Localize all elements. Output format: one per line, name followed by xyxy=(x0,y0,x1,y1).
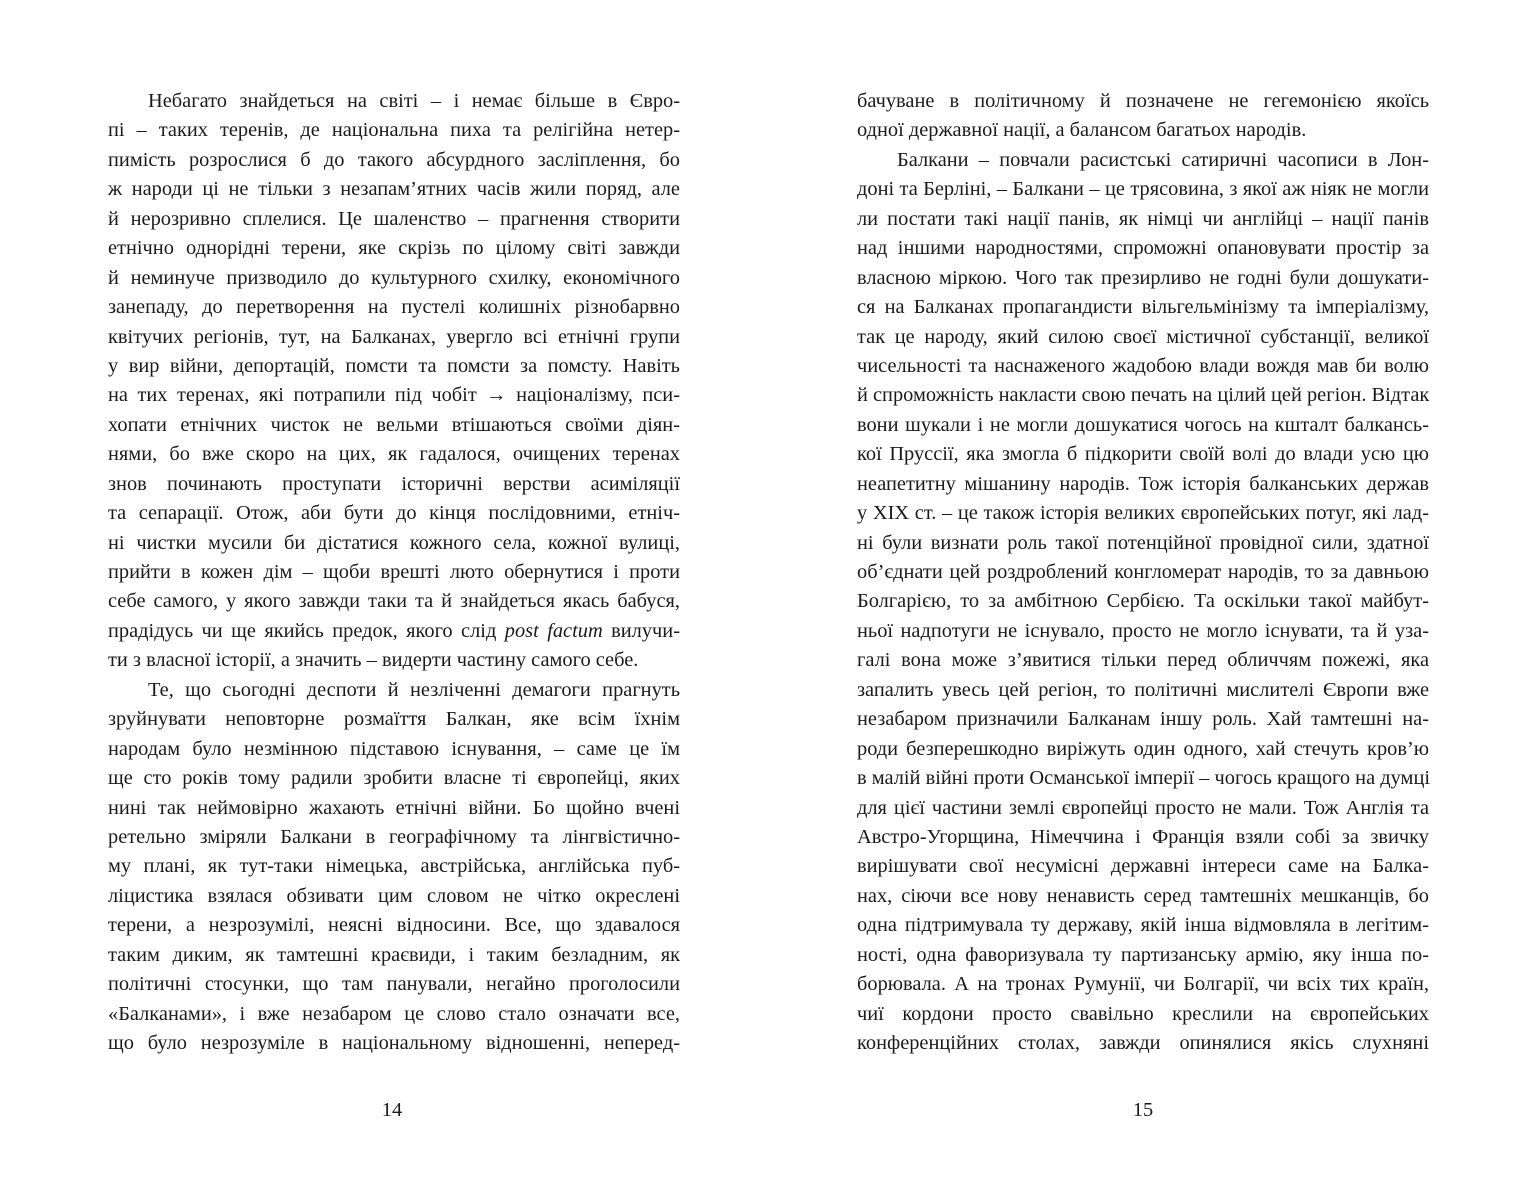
text-line: власною міркою. Чого так презирливо не годні були дошукати- xyxy=(857,266,1429,289)
left-page xyxy=(0,0,767,1181)
text-line: пимість розрослися б до такого абсурдного засліплення, бо xyxy=(108,148,680,171)
text-line: галі вона може з’явитися тільки перед обличчям пожежі, яка xyxy=(857,649,1429,672)
text-line: конференційних столах, завжди опинялися якісь слухняні xyxy=(857,1032,1429,1054)
text-segment: вилучи- xyxy=(602,619,681,642)
text-line: чисельності та наснаженого жадобою влади вождя мав би волю xyxy=(857,354,1429,377)
text-line: себе самого, у якого завжди таки та й знайдеться якась бабуся, xyxy=(108,590,680,613)
text-line: Болгарією, то за амбітною Сербією. Та оскільки такої майбут- xyxy=(857,590,1429,613)
text-line: й нерозривно сплелися. Це шаленство – прагнення створити xyxy=(108,207,680,230)
page-number: 15 xyxy=(1132,1099,1154,1121)
text-line: ще сто років тому радили зробити власне ті європейці, яких xyxy=(108,767,680,790)
text-line: бачуване в політичному й позначене не гегемонією якоїсь xyxy=(857,90,1429,112)
text-line: одна підтримувала ту державу, якій інша відмовляла в легітим- xyxy=(857,914,1429,937)
text-line: занепаду, до перетворення на пустелі колишніх різнобарвно xyxy=(108,296,680,319)
left-page-text xyxy=(108,87,680,1058)
text-line: ні чистки мусили би дістатися кожного села, кожної вулиці, xyxy=(108,531,680,554)
text-line: му плані, як тут-таки німецька, австрійська, англійська пуб- xyxy=(108,855,680,878)
text-segment: прадідусь чи ще якийсь предок, якого слід xyxy=(108,619,505,642)
text-line: чиї кордони просто свавільно креслили на європейських xyxy=(857,1002,1429,1025)
text-line: об’єднати цей роздроблений конгломерат народів, то за давньою xyxy=(857,561,1429,583)
text-line: таким диким, як тамтешні краєвиди, і таким безладним, як xyxy=(108,943,680,966)
text-line: ньої надпотуги не існувало, просто не могло існувати, та й уза- xyxy=(857,619,1429,642)
text-line: зруйнувати неповторне розмаїття Балкан, яке всім їхнім xyxy=(108,708,680,731)
text-line: й спроможність накласти свою печать на цілий цей регіон. Відтак xyxy=(857,384,1430,407)
text-line: борювала. А на тронах Румунії, чи Болгарії, чи всіх тих країн, xyxy=(857,973,1429,996)
text-line: Небагато знайдеться на світі – і немає більше в Євро- xyxy=(148,90,680,112)
right-page xyxy=(767,0,1535,1181)
text-line: квітучих регіонів, тут, на Балканах, увергло всі етнічні групи xyxy=(108,325,680,348)
text-line: доні та Берліні, – Балкани – це трясовина, з якої аж ніяк не могли xyxy=(857,178,1429,201)
text-line: ж народи ці не тільки з незапам’ятних часів жили поряд, але xyxy=(108,178,680,201)
text-line: що було незрозуміле в національному відношенні, неперед- xyxy=(108,1032,680,1054)
text-line: хопати етнічних чисток не вельми втішаються своїми діян- xyxy=(108,413,680,436)
italic-phrase: post factum xyxy=(504,619,603,642)
page-number: 14 xyxy=(381,1099,403,1121)
text-line: кої Пруссії, яка змогла б підкорити своїй волі до влади усю цю xyxy=(857,443,1429,466)
text-line: ні були визнати роль такої потенційної провідної сили, здатної xyxy=(857,531,1429,554)
text-line: ся на Балканах пропагандисти вільгельмінізму та імперіалізму, xyxy=(857,296,1429,319)
text-line: політичні стосунки, що там панували, негайно проголосили xyxy=(108,973,680,996)
text-line: народам було незмінною підставою існування, – саме це їм xyxy=(108,737,680,760)
text-line: у вир війни, депортацій, помсти та помсти за помсту. Навіть xyxy=(108,354,680,377)
text-line: пі – таких теренів, де національна пиха та релігійна нетер- xyxy=(108,119,680,142)
text-line: ретельно зміряли Балкани в географічному та лінгвістично- xyxy=(108,825,680,848)
text-line: вирішувати свої несумісні державні інтереси саме на Балка- xyxy=(857,855,1429,878)
text-line: на тих теренах, які потрапили під чобіт → націоналізму, пси- xyxy=(108,384,680,407)
text-line: запалить увесь цей регіон, то політичні мислителі Європи вже xyxy=(857,678,1429,701)
text-line: для цієї частини землі європейці просто не мали. Тож Англія та xyxy=(857,796,1429,819)
text-line: етнічно однорідні терени, яке скрізь по цілому світі завжди xyxy=(108,237,680,260)
text-line: роди безперешкодно виріжуть один одного, хай стечуть кров’ю xyxy=(857,737,1429,760)
text-line: неапетитну мішанину народів. Тож історія балканських держав xyxy=(857,472,1429,495)
text-line: нах, сіючи все нову ненависть серед тамтешніх мешканців, бо xyxy=(857,884,1429,907)
text-line: та сепарації. Отож, аби бути до кінця послідовними, етніч- xyxy=(108,502,680,525)
text-line: ти з власної історії, а значить – видерти частину самого себе. xyxy=(108,649,639,672)
text-line: так це народу, який силою своєї містичної субстанції, великої xyxy=(857,325,1429,348)
text-line: Те, що сьогодні деспоти й незліченні демагоги прагнуть xyxy=(148,678,680,701)
text-line: «Балканами», і вже незабаром це слово стало означати все, xyxy=(108,1002,680,1025)
text-line: одної державної нації, а балансом багатьох народів. xyxy=(857,119,1307,142)
text-line: ності, одна фаворизувала ту партизанську армію, яку інша по- xyxy=(857,943,1429,966)
text-line: ліцистика взялася обзивати цим словом не чітко окреслені xyxy=(108,884,680,907)
text-line: нині так неймовірно жахають етнічні війни. Бо щойно вчені xyxy=(108,796,680,819)
text-line: незабаром призначили Балканам іншу роль. Хай тамтешні на- xyxy=(857,708,1429,731)
text-line: й неминуче призводило до культурного схилку, економічного xyxy=(108,266,680,289)
text-line: прийти в кожен дім – щоби врешті люто обернутися і проти xyxy=(108,561,680,583)
right-page-text xyxy=(857,87,1429,1058)
text-line: у XIX ст. – це також історія великих європейських потуг, які лад- xyxy=(857,502,1429,525)
text-line: Австро-Угорщина, Німеччина і Франція взяли собі за звичку xyxy=(857,825,1429,848)
text-line: вони шукали і не могли дошукатися чогось на кшталт балкансь- xyxy=(857,413,1429,436)
text-line: терени, а незрозумілі, неясні відносини. Все, що здавалося xyxy=(108,914,680,937)
text-line xyxy=(108,617,680,646)
text-line: знов починають проступати історичні верстви асиміляції xyxy=(108,472,680,495)
text-line: ли постати такі нації панів, як німці чи англійці – нації панів xyxy=(857,207,1429,230)
text-line: Балкани – повчали расистські сатиричні часописи в Лон- xyxy=(897,148,1429,171)
text-line: в малій війні проти Османської імперії – чогось кращого на думці xyxy=(857,767,1431,790)
text-line: над іншими народностями, спроможні опановувати простір за xyxy=(857,237,1429,260)
text-line: нями, бо вже скоро на цих, як гадалося, очищених теренах xyxy=(108,443,680,466)
